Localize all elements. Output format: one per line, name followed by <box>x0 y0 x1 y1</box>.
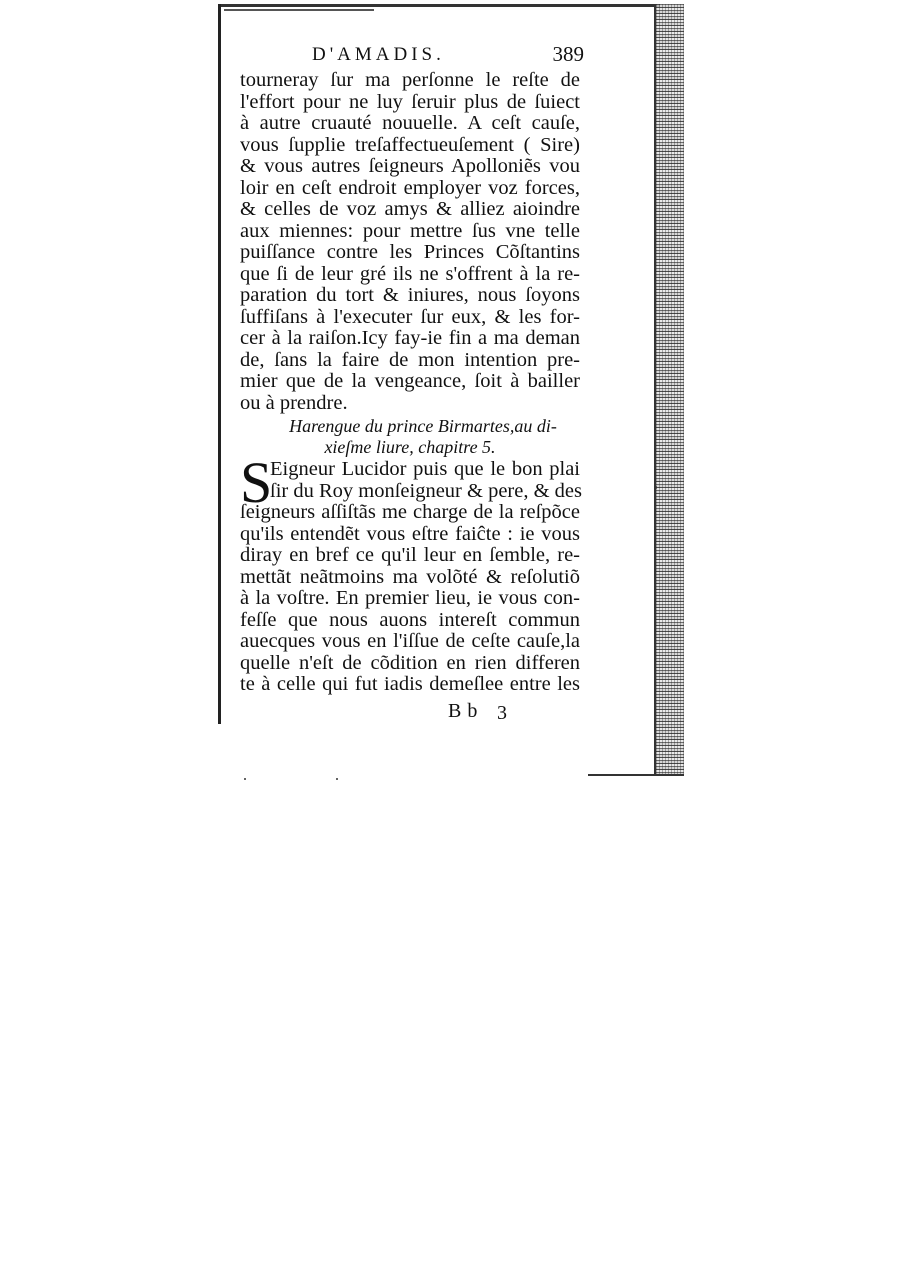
text-line: mettãt neãtmoins ma volõté & reſolutiõ <box>240 565 580 588</box>
book-fore-edge <box>656 4 684 776</box>
signature-mark: Bb <box>448 699 484 722</box>
text-line: mier que de la vengeance, ſoit à bailler <box>240 370 580 392</box>
text-line: Eigneur Lucidor puis que le bon plai <box>270 458 580 480</box>
text-line: tourneray ſur ma perſonne le reſte de <box>240 69 580 91</box>
running-head <box>240 44 582 70</box>
page-footer <box>240 700 582 726</box>
text-line: feſſe que nous auons intereſt commun <box>240 608 580 631</box>
page-gutter-edge <box>218 4 221 724</box>
page-top-edge <box>220 4 660 7</box>
text-line: te à celle qui fut iadis demeſlee entre les <box>240 673 580 695</box>
text-line: à la voſtre. En premier lieu, ie vous con- <box>240 587 580 609</box>
body-paragraph <box>240 70 582 414</box>
running-title: D'AMADIS. <box>312 44 445 65</box>
text-line: ou à prendre. <box>240 391 348 414</box>
text-line: que ſi de leur gré ils ne s'offrent à la re- <box>240 262 580 285</box>
text-line: auecques vous en l'iſſue de ceſte cauſe,la <box>240 630 580 652</box>
text-line: quelle n'eſt de cõdition en rien differen <box>240 651 580 674</box>
heading-line: xieſme liure, chapitre 5. <box>324 437 496 457</box>
text-line: qu'ils entendẽt vous eſtre faiĉte : ie vous <box>240 522 580 545</box>
text-line: aux miennes: pour mettre ſus vne telle <box>240 219 580 242</box>
text-line: loir en ceſt endroit employer voz forces, <box>240 176 580 199</box>
text-line: & vous autres ſeigneurs Apolloniẽs vou <box>240 155 580 177</box>
page-number: 389 <box>552 42 584 66</box>
text-line: paration du tort & iniures, nous ſoyons <box>240 284 580 306</box>
speech-paragraph <box>240 450 582 696</box>
text-line: à autre cruauté nouuelle. A ceſt cauſe, <box>240 112 580 134</box>
text-block <box>240 44 582 726</box>
heading-line: Harengue du prince Birmartes,au di- <box>289 416 557 436</box>
text-line: ſuffiſans à l'executer ſur eux, & les for- <box>240 305 580 328</box>
text-line: puiſſance contre les Princes Cõſtantins <box>240 241 580 263</box>
text-line: ſir du Roy monſeigneur & pere, & des <box>270 479 582 502</box>
text-line: ſeigneurs aſſiſtãs me charge de la reſpõce <box>240 501 580 523</box>
page-top-shadow <box>224 9 374 11</box>
signature-number: 3 <box>497 701 507 724</box>
scan-speck <box>654 486 657 489</box>
drop-cap: S <box>240 450 273 515</box>
text-line: l'effort pour ne luy ſeruir plus de ſuiect <box>240 90 580 113</box>
page-bottom-edge <box>588 774 684 776</box>
scan-speck <box>244 778 246 780</box>
text-line: & celles de voz amys & alliez aioindre <box>240 198 580 220</box>
text-line: diray en bref ce qu'il leur en ſemble, re- <box>240 544 580 566</box>
scan-speck <box>336 778 338 780</box>
section-heading <box>240 416 582 458</box>
text-line: cer à la raiſon.Icy fay-ie fin a ma deman <box>240 327 580 349</box>
text-line: de, ſans la faire de mon intention pre- <box>240 348 580 371</box>
text-line: vous ſupplie treſaffectueuſement ( Sire) <box>240 133 580 156</box>
